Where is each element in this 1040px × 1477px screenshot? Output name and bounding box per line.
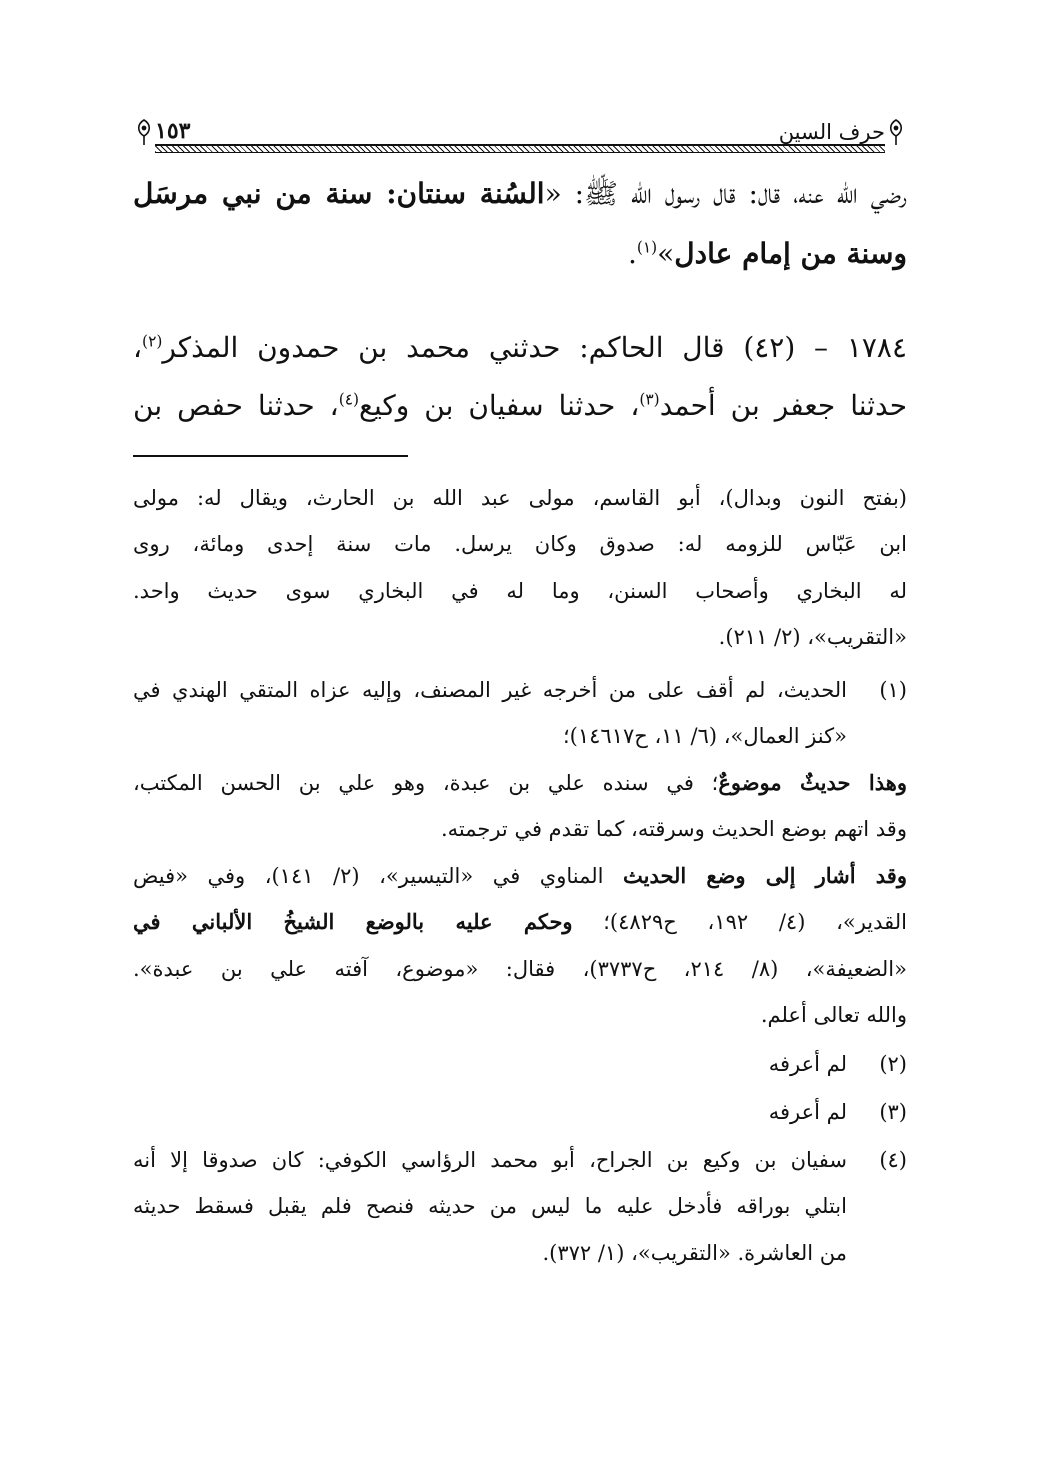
footnote-4-line: من العاشرة. «التقريب»، (١/ ٣٧٢). — [542, 1241, 847, 1265]
page-number: ١٥٣ — [155, 118, 191, 144]
footnote-1-line: وقد أشار إلى وضع الحديث المناوي في «التيسير»، (٢/ ١٤١)، وفي «فيض — [133, 863, 907, 888]
footnote-separator — [133, 455, 408, 457]
footnote-number: (١) — [879, 678, 907, 702]
footnote-number: (٣) — [879, 1100, 907, 1124]
footnote-4-line: سفيان بن وكيع بن الجراح، أبو محمد الرؤاسي الكوفي: كان صدوقا إلا أنه — [133, 1148, 847, 1172]
main-line-2: وسنة من إمام عادل»$^{(١)}$. — [627, 237, 907, 270]
footnote-ref[interactable]: (٢) — [142, 332, 163, 351]
footnote-ref[interactable]: (١) — [636, 238, 658, 257]
main-line-4: حدثنا جعفر بن أحمد$^{(٣)}$، حدثنا سفيان بن وكيع$^{(٤)}$، حدثنا حفص بن — [133, 389, 907, 422]
ornament-icon — [133, 118, 155, 146]
section-title: حرف السين — [778, 120, 885, 144]
footnote-ref[interactable]: (٣) — [639, 390, 660, 409]
main-line-1: رضي الله عنه، قال: قال رسول الله ﷺ: «السُنة سنتان: سنة من نبي مرسَل — [133, 177, 907, 210]
footnote-1-line: «الضعيفة»، (٨/ ٢١٤، ح٣٧٣٧)، فقال: «موضوع، آفته علي بن عبدة». — [133, 957, 907, 981]
running-header — [133, 118, 907, 150]
main-line-3: ١٧٨٤ – (٤٢) قال الحاكم: حدثني محمد بن حمدون المذكر$^{(٢)}$، — [133, 331, 907, 364]
footnote-continuation-line: (بفتح النون وبدال)، أبو القاسم، مولى عبد الله بن الحارث، ويقال له: مولى — [133, 486, 907, 510]
footnote-1-line: القدير»، (٤/ ١٩٢، ح٤٨٢٩)؛ وحكم عليه بالوضع الشيخُ الألباني في — [133, 909, 908, 934]
footnote-continuation-line: له البخاري وأصحاب السنن، وما له في البخاري سوى حديث واحد. — [133, 579, 907, 603]
footnote-1-line: وهذا حديثٌ موضوعٌ؛ في سنده علي بن عبدة، وهو علي بن الحسن المكتب، — [133, 770, 907, 795]
footnote-number: (٤) — [879, 1148, 907, 1172]
footnote-number: (٢) — [879, 1052, 907, 1076]
footnote-1-line: «كنز العمال»، (٦/ ١١، ح١٤٦١٧)؛ — [562, 724, 847, 748]
footnote-4-line: ابتلي بوراقه فأدخل عليه ما ليس من حديثه فنصح فلم يقبل فسقط حديثه — [133, 1194, 847, 1218]
footnote-1-line: الحديث، لم أقف على من أخرجه غير المصنف، وإليه عزاه المتقي الهندي في — [133, 678, 847, 702]
footnote-continuation-line: ابن عَبّاس للزومه له: صدوق وكان يرسل. مات سنة إحدى ومائة، روى — [133, 532, 907, 556]
footnote-ref[interactable]: (٤) — [338, 390, 360, 409]
footnote-continuation-line: «التقريب»، (٢/ ٢١١). — [718, 625, 907, 649]
header-rule — [155, 144, 885, 153]
footnote-1-line: والله تعالى أعلم. — [760, 1003, 907, 1027]
footnote-1-line: وقد اتهم بوضع الحديث وسرقته، كما تقدم في ترجمته. — [440, 817, 907, 841]
footnote-3-text: لم أعرفه — [768, 1100, 847, 1124]
footnote-2-text: لم أعرفه — [768, 1052, 847, 1076]
ornament-icon — [885, 118, 907, 146]
